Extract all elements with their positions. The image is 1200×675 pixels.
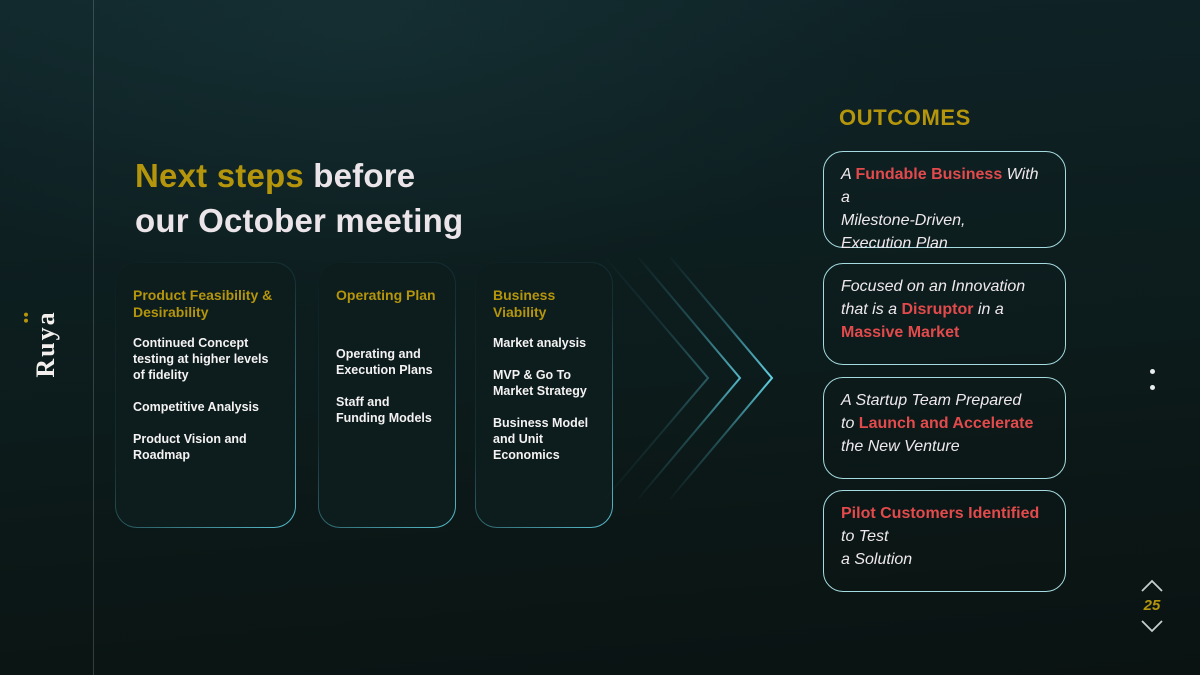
- brand-logo: [31, 310, 61, 377]
- page-number: 25: [1143, 597, 1161, 614]
- slide-title: [135, 153, 463, 243]
- outcome-box-disruptor: [823, 263, 1066, 365]
- title-after-highlight: before: [303, 157, 416, 194]
- outcome-box-fundable-business: [823, 151, 1066, 252]
- logo-gold-dots-icon: [24, 313, 28, 323]
- outcome-highlight: Launch and Accelerate: [858, 415, 1034, 432]
- outcome-text: A Startup Team Prepared to Launch and Accelerate the New Venture: [841, 392, 1034, 455]
- card-item: Market analysis: [493, 336, 587, 350]
- outcome-box-pilot-customers: [823, 490, 1066, 592]
- slide-title-line1: [135, 153, 463, 198]
- card-item: Product Vision and Roadmap: [133, 432, 247, 462]
- outcomes-heading: OUTCOMES: [839, 105, 971, 130]
- triple-chevron-right-icon: [600, 256, 785, 500]
- logo-letter-a: a: [31, 310, 61, 325]
- more-menu-dots[interactable]: [1150, 369, 1155, 401]
- card-operating-plan: [318, 262, 456, 528]
- outcome-text: Pilot Customers Identified to Test a Solution: [841, 505, 1040, 568]
- card-product-feasibility: [115, 262, 296, 528]
- outcome-highlight: Massive Market: [841, 324, 960, 341]
- card-item: Competitive Analysis: [133, 400, 259, 414]
- outcome-text: Focused on an Innovation that is a Disruptor in a Massive Market: [841, 278, 1026, 341]
- card-item: Staff and Funding Models: [336, 394, 432, 425]
- card-item: Continued Concept testing at higher levels of fidelity: [133, 336, 269, 382]
- outcome-highlight: Fundable Business: [855, 166, 1003, 183]
- logo-text: Ruy: [31, 325, 60, 378]
- left-rail-divider: [93, 0, 94, 675]
- outcome-highlight: Disruptor: [901, 301, 974, 318]
- card-item: MVP & Go To Market Strategy: [493, 368, 587, 398]
- card-heading: Product Feasibility & Desirability: [133, 287, 273, 320]
- title-highlight: Next steps: [135, 157, 304, 194]
- outcome-highlight: Pilot Customers Identified: [841, 505, 1040, 522]
- card-item: Operating and Execution Plans: [336, 346, 433, 377]
- chevron-up-icon[interactable]: [1141, 579, 1163, 592]
- slide-title-line2: our October meeting: [135, 202, 464, 239]
- card-item: Business Model and Unit Economics: [493, 416, 589, 462]
- card-business-viability: [475, 262, 613, 528]
- chevron-down-icon[interactable]: [1141, 620, 1163, 633]
- card-heading: Operating Plan: [336, 287, 436, 303]
- outcome-text: A Fundable Business With a Milestone-Driven, Execution Plan: [841, 166, 1039, 252]
- outcome-box-startup-team: [823, 377, 1066, 479]
- card-heading: Business Viability: [493, 287, 556, 320]
